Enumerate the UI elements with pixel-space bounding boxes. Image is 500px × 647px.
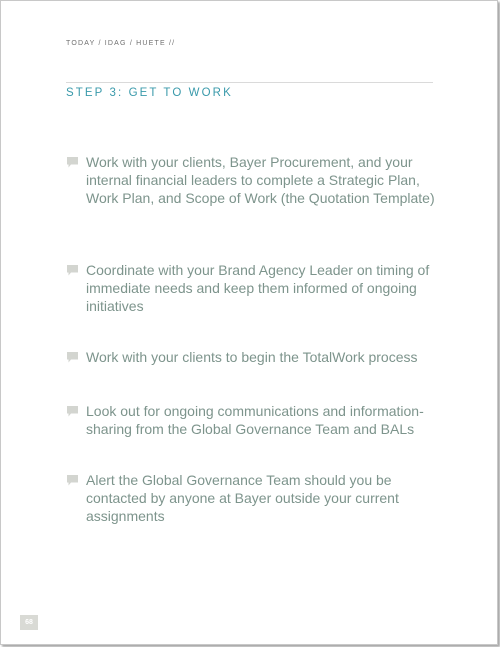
bullet-text: Work with your clients, Bayer Procurement, and your internal financial leaders to complete a Strategic Plan, Work Plan, and Scope of Work (the Quotation Template) xyxy=(86,154,435,206)
speech-bubble-icon xyxy=(67,406,78,417)
speech-bubble-icon xyxy=(67,352,78,363)
section-title: STEP 3: GET TO WORK xyxy=(66,87,233,99)
bullet-text: Alert the Global Governance Team should you be contacted by anyone at Bayer outside your current assignments xyxy=(86,472,399,524)
header-divider xyxy=(66,82,433,83)
speech-bubble-icon xyxy=(67,157,78,168)
bullet-text: Coordinate with your Brand Agency Leader on timing of immediate needs and keep them informed of ongoing initiatives xyxy=(86,262,430,314)
running-header: TODAY / IDAG / HUETE // xyxy=(66,40,176,47)
bullet-text: Work with your clients to begin the TotalWork process xyxy=(86,349,418,365)
speech-bubble-icon xyxy=(67,265,78,276)
speech-bubble-icon xyxy=(67,475,78,486)
page-number: 68 xyxy=(20,615,38,630)
bullet-text: Look out for ongoing communications and information-sharing from the Global Governance Team and BALs xyxy=(86,403,424,437)
